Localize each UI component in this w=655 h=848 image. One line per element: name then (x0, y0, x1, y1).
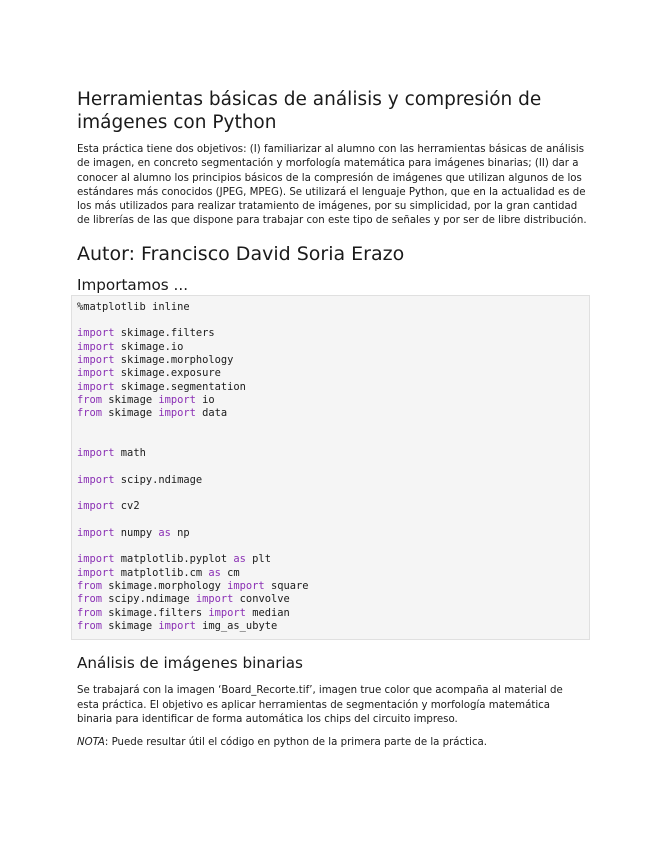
code-keyword: import (208, 606, 246, 619)
section-paragraph: Se trabajará con la imagen ‘Board_Recorte.tif’, imagen true color que acompaña al material de esta práctica. El objetivo es aplicar herramientas de segmentación y morfología matemática binaria para identificar de forma automática los chips del circuito impreso. (77, 685, 563, 725)
code-line (77, 620, 584, 633)
code-line (77, 354, 584, 367)
code-line (77, 314, 584, 327)
code-token: data (195, 407, 228, 420)
code-keyword: from (77, 606, 103, 619)
page-title: Herramientas básicas de análisis y compresión de imágenes con Python (77, 89, 542, 133)
code-token: skimage.morphology (102, 580, 228, 593)
code-token: io (195, 393, 215, 406)
code-keyword: import (77, 367, 115, 380)
code-token: convolve (233, 593, 290, 606)
code-line (77, 500, 584, 513)
code-keyword: import (77, 340, 115, 353)
code-keyword: import (77, 473, 115, 486)
code-keyword: import (158, 407, 196, 420)
code-line (77, 487, 584, 500)
code-keyword: as (158, 526, 171, 539)
code-line (77, 527, 584, 540)
note-paragraph (77, 736, 587, 750)
code-keyword: import (158, 619, 196, 632)
code-line (77, 553, 584, 566)
code-token: skimage.morphology (114, 353, 234, 366)
code-line (77, 580, 584, 593)
code-line (77, 434, 584, 447)
code-line (77, 381, 584, 394)
code-line (77, 301, 584, 314)
code-line (77, 593, 584, 606)
code-token: skimage.exposure (114, 367, 221, 380)
code-token: matplotlib.cm (114, 566, 209, 579)
section-heading: Análisis de imágenes binarias (77, 654, 303, 673)
code-keyword: import (195, 593, 234, 606)
code-token: img_as_ubyte (195, 619, 278, 632)
code-keyword: import (77, 327, 115, 340)
code-token: matplotlib.pyplot (114, 553, 234, 566)
code-keyword: import (77, 500, 115, 513)
code-line (77, 460, 584, 473)
code-line (77, 447, 584, 460)
code-token: skimage (102, 393, 159, 406)
code-line (77, 607, 584, 620)
note-label: NOTA (77, 737, 105, 749)
code-token: skimage.filters (114, 327, 215, 340)
code-keyword: as (233, 553, 246, 566)
code-token: math (114, 447, 146, 460)
author-heading: Autor: Francisco David Soria Erazo (77, 242, 405, 265)
code-token: skimage.io (114, 340, 184, 353)
code-line (77, 327, 584, 340)
code-token: scipy.ndimage (102, 593, 196, 606)
code-keyword: from (77, 593, 103, 606)
code-keyword: from (77, 407, 103, 420)
intro-paragraph: Esta práctica tiene dos objetivos: (I) familiarizar al alumno con las herramientas básicas de análisis de imagen, en concreto segmentación y morfología matemática para imágenes binarias; (II) dar a conocer al alumno los principios básicos de la compresión de imágenes que utilizan algunos de los estándares más conocidos (JPEG, MPEG). Se utilizará el lenguaje Python, que en la actualidad es de los más utilizados para realizar tratamiento de imágenes, por su simplicidad, por la gran cantidad de librerías de las que dispone para trabajar con este tipo de señales y por ser de libre distribución. (77, 144, 587, 227)
code-token: numpy (114, 526, 159, 539)
note-text: : Puede resultar útil el código en python de la primera parte de la práctica. (104, 737, 488, 749)
code-token: scipy.ndimage (114, 473, 203, 486)
code-token: skimage (102, 407, 159, 420)
document-page (77, 88, 587, 759)
code-keyword: from (77, 619, 103, 632)
code-token: skimage (102, 619, 159, 632)
code-keyword: import (77, 380, 115, 393)
code-keyword: import (77, 353, 115, 366)
code-keyword: from (77, 393, 103, 406)
code-keyword: as (208, 566, 221, 579)
code-token: cv2 (114, 500, 140, 513)
code-cell[interactable] (71, 295, 590, 640)
code-line (77, 567, 584, 580)
imports-heading: Importamos ... (77, 275, 189, 294)
code-line (77, 394, 584, 407)
code-token: cm (220, 566, 240, 579)
code-line (77, 514, 584, 527)
code-keyword: from (77, 580, 103, 593)
code-keyword: import (77, 526, 115, 539)
code-keyword: import (77, 447, 115, 460)
code-keyword: import (77, 553, 115, 566)
code-token: median (245, 606, 290, 619)
code-keyword: import (227, 580, 265, 593)
code-line (77, 367, 584, 380)
code-line (77, 407, 584, 420)
code-keyword: import (77, 566, 115, 579)
code-token: skimage.segmentation (114, 380, 246, 393)
code-line (77, 341, 584, 354)
code-token: np (170, 526, 190, 539)
code-line (77, 540, 584, 553)
code-token: plt (245, 553, 271, 566)
code-token: skimage.filters (102, 606, 209, 619)
code-keyword: import (158, 393, 196, 406)
code-line (77, 420, 584, 433)
code-line (77, 474, 584, 487)
code-token: %matplotlib inline (77, 300, 190, 313)
code-token: square (264, 580, 309, 593)
